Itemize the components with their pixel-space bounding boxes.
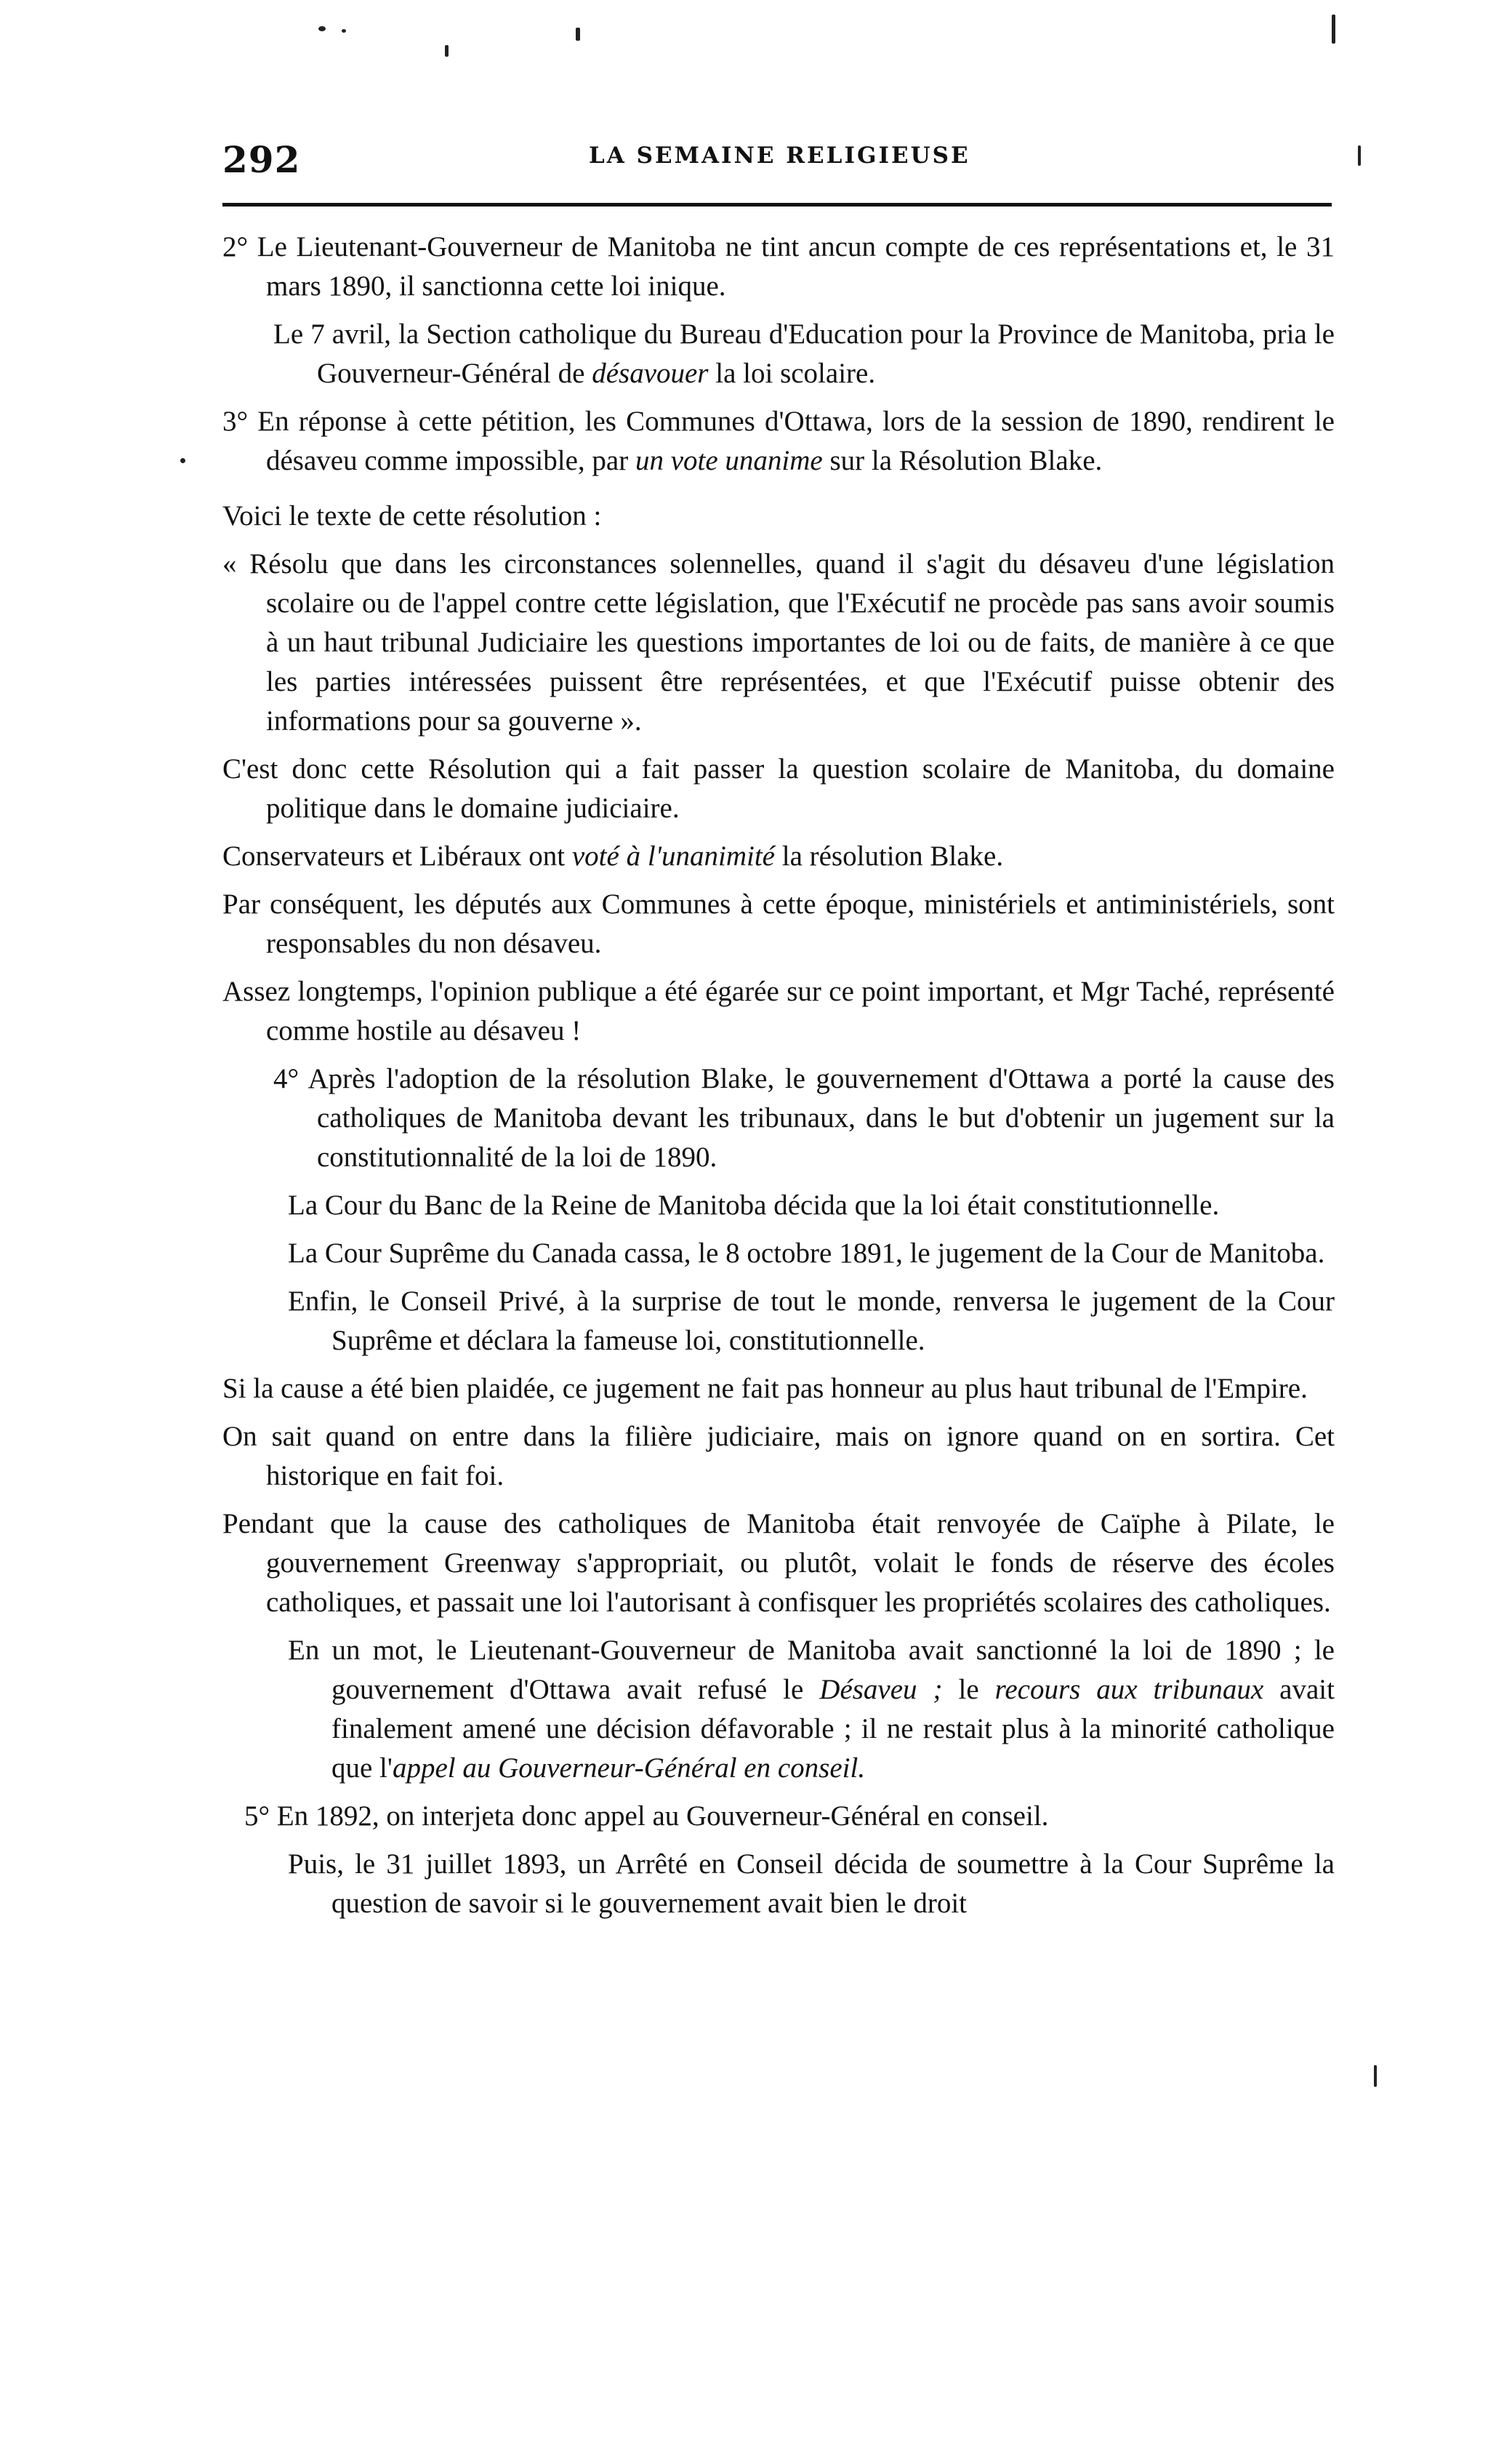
paragraph bbox=[222, 1234, 1335, 1273]
paragraph bbox=[222, 228, 1335, 306]
text-run: sur la Résolution Blake. bbox=[822, 445, 1103, 476]
header-rule bbox=[222, 203, 1332, 207]
scan-speck bbox=[1374, 2065, 1377, 2087]
scan-speck bbox=[1358, 145, 1361, 166]
text-run: On sait quand on entre dans la filière judiciaire, mais on ignore quand on en sortira. Cet historique en fait foi. bbox=[222, 1421, 1335, 1491]
text-run: le bbox=[942, 1674, 995, 1705]
page-number: 292 bbox=[222, 138, 301, 181]
paragraph bbox=[222, 1059, 1335, 1177]
paragraph bbox=[222, 1417, 1335, 1496]
text-run: Assez longtemps, l'opinion publique a été égarée sur ce point important, et Mgr Taché, représenté comme hostile au désaveu ! bbox=[222, 976, 1335, 1046]
text-run: Si la cause a été bien plaidée, ce jugement ne fait pas honneur au plus haut tribunal de l'Empire. bbox=[222, 1373, 1308, 1404]
scan-speck bbox=[342, 29, 346, 33]
scan-speck bbox=[318, 26, 326, 31]
text-run: Voici le texte de cette résolution : bbox=[222, 500, 602, 532]
paragraph bbox=[222, 885, 1335, 963]
text-run: la résolution Blake. bbox=[774, 841, 1004, 872]
text-run: avait finalement amené une décision défavorable ; il ne restait plus à la minorité catholique que l' bbox=[331, 1674, 1335, 1784]
text-run: 5° En 1892, on interjeta donc appel au Gouverneur-Général en conseil. bbox=[244, 1800, 1049, 1832]
paragraph bbox=[222, 750, 1335, 828]
text-run: Le 7 avril, la Section catholique du Bureau d'Education pour la Province de Manitoba, pria le Gouverneur-Général de bbox=[273, 318, 1335, 389]
paragraph bbox=[222, 972, 1335, 1051]
paragraph bbox=[222, 315, 1335, 393]
paragraph bbox=[222, 545, 1335, 741]
text-run: La Cour du Banc de la Reine de Manitoba décida que la loi était constitutionnelle. bbox=[288, 1190, 1220, 1221]
text-run: « Résolu que dans les circonstances solennelles, quand il s'agit du désaveu d'une législation scolaire ou de l'appel contre cette législation, que l'Exécutif ne procède pas sans avoir soumis à un haut tribunal Judiciaire les questions importantes de loi ou de faits, de manière à ce que les parties intéressées puissent être représentées, et que l'Exécutif puisse obtenir des informations pour sa gouverne ». bbox=[222, 548, 1335, 737]
paragraph bbox=[222, 1504, 1335, 1622]
text-run: Puis, le 31 juillet 1893, un Arrêté en Conseil décida de soumettre à la Cour Suprême la question de savoir si le gouvernement avait bien le droit bbox=[288, 1848, 1335, 1919]
paragraph bbox=[222, 1186, 1335, 1225]
text-run: Par conséquent, les députés aux Communes à cette époque, ministériels et antiministériels, sont responsables du non désaveu. bbox=[222, 889, 1335, 959]
italic-text: désavouer bbox=[592, 358, 709, 389]
paragraph bbox=[222, 837, 1335, 876]
scan-speck bbox=[1332, 15, 1335, 44]
text-run: Conservateurs et Libéraux ont bbox=[222, 841, 572, 872]
paragraph bbox=[222, 1797, 1335, 1836]
italic-text: voté à l'unanimité bbox=[571, 841, 775, 872]
paragraph bbox=[222, 1369, 1335, 1408]
paragraph bbox=[222, 402, 1335, 481]
paragraph bbox=[222, 497, 1335, 536]
text-run: 4° Après l'adoption de la résolution Blake, le gouvernement d'Ottawa a porté la cause des catholiques de Manitoba devant les tribunaux, dans le but d'obtenir un jugement sur la constitutionnalité de la loi de 1890. bbox=[273, 1063, 1335, 1173]
scan-speck bbox=[445, 45, 449, 57]
italic-text: Désaveu ; bbox=[819, 1674, 943, 1705]
running-head: LA SEMAINE RELIGIEUSE bbox=[589, 143, 970, 169]
paragraph bbox=[222, 1631, 1335, 1788]
italic-text: recours aux tribunaux bbox=[994, 1674, 1264, 1705]
italic-text: appel au Gouverneur-Général en conseil. bbox=[392, 1752, 866, 1784]
text-run: Enfin, le Conseil Privé, à la surprise de tout le monde, renversa le jugement de la Cour Suprême et déclara la fameuse loi, constitutionnelle. bbox=[288, 1286, 1335, 1356]
text-run: la loi scolaire. bbox=[708, 358, 876, 389]
text-run: En un mot, le Lieutenant-Gouverneur de Manitoba avait sanctionné la loi de 1890 ; le gouvernement d'Ottawa avait refusé le bbox=[288, 1635, 1335, 1705]
text-run: 2° Le Lieutenant-Gouverneur de Manitoba ne tint ancun compte de ces représentations et, le 31 mars 1890, il sanctionna cette loi inique. bbox=[222, 231, 1335, 302]
text-run: La Cour Suprême du Canada cassa, le 8 octobre 1891, le jugement de la Cour de Manitoba. bbox=[288, 1238, 1325, 1269]
paragraph bbox=[222, 1282, 1335, 1360]
italic-text: un vote unanime bbox=[635, 445, 823, 476]
text-run: 3° En réponse à cette pétition, les Communes d'Ottawa, lors de la session de 1890, rendirent le désaveu comme impossible, par bbox=[222, 406, 1335, 476]
paragraph bbox=[222, 1845, 1335, 1923]
scan-speck bbox=[576, 28, 580, 41]
text-run: C'est donc cette Résolution qui a fait passer la question scolaire de Manitoba, du domaine politique dans le domaine judiciaire. bbox=[222, 753, 1335, 824]
body-text bbox=[222, 228, 1335, 1932]
text-run: Pendant que la cause des catholiques de Manitoba était renvoyée de Caïphe à Pilate, le gouvernement Greenway s'appropriait, ou plutôt, volait le fonds de réserve des écoles catholiques, et passait une loi l'autorisant à confisquer les propriétés scolaires des catholiques. bbox=[222, 1508, 1335, 1618]
scan-speck bbox=[180, 458, 185, 463]
